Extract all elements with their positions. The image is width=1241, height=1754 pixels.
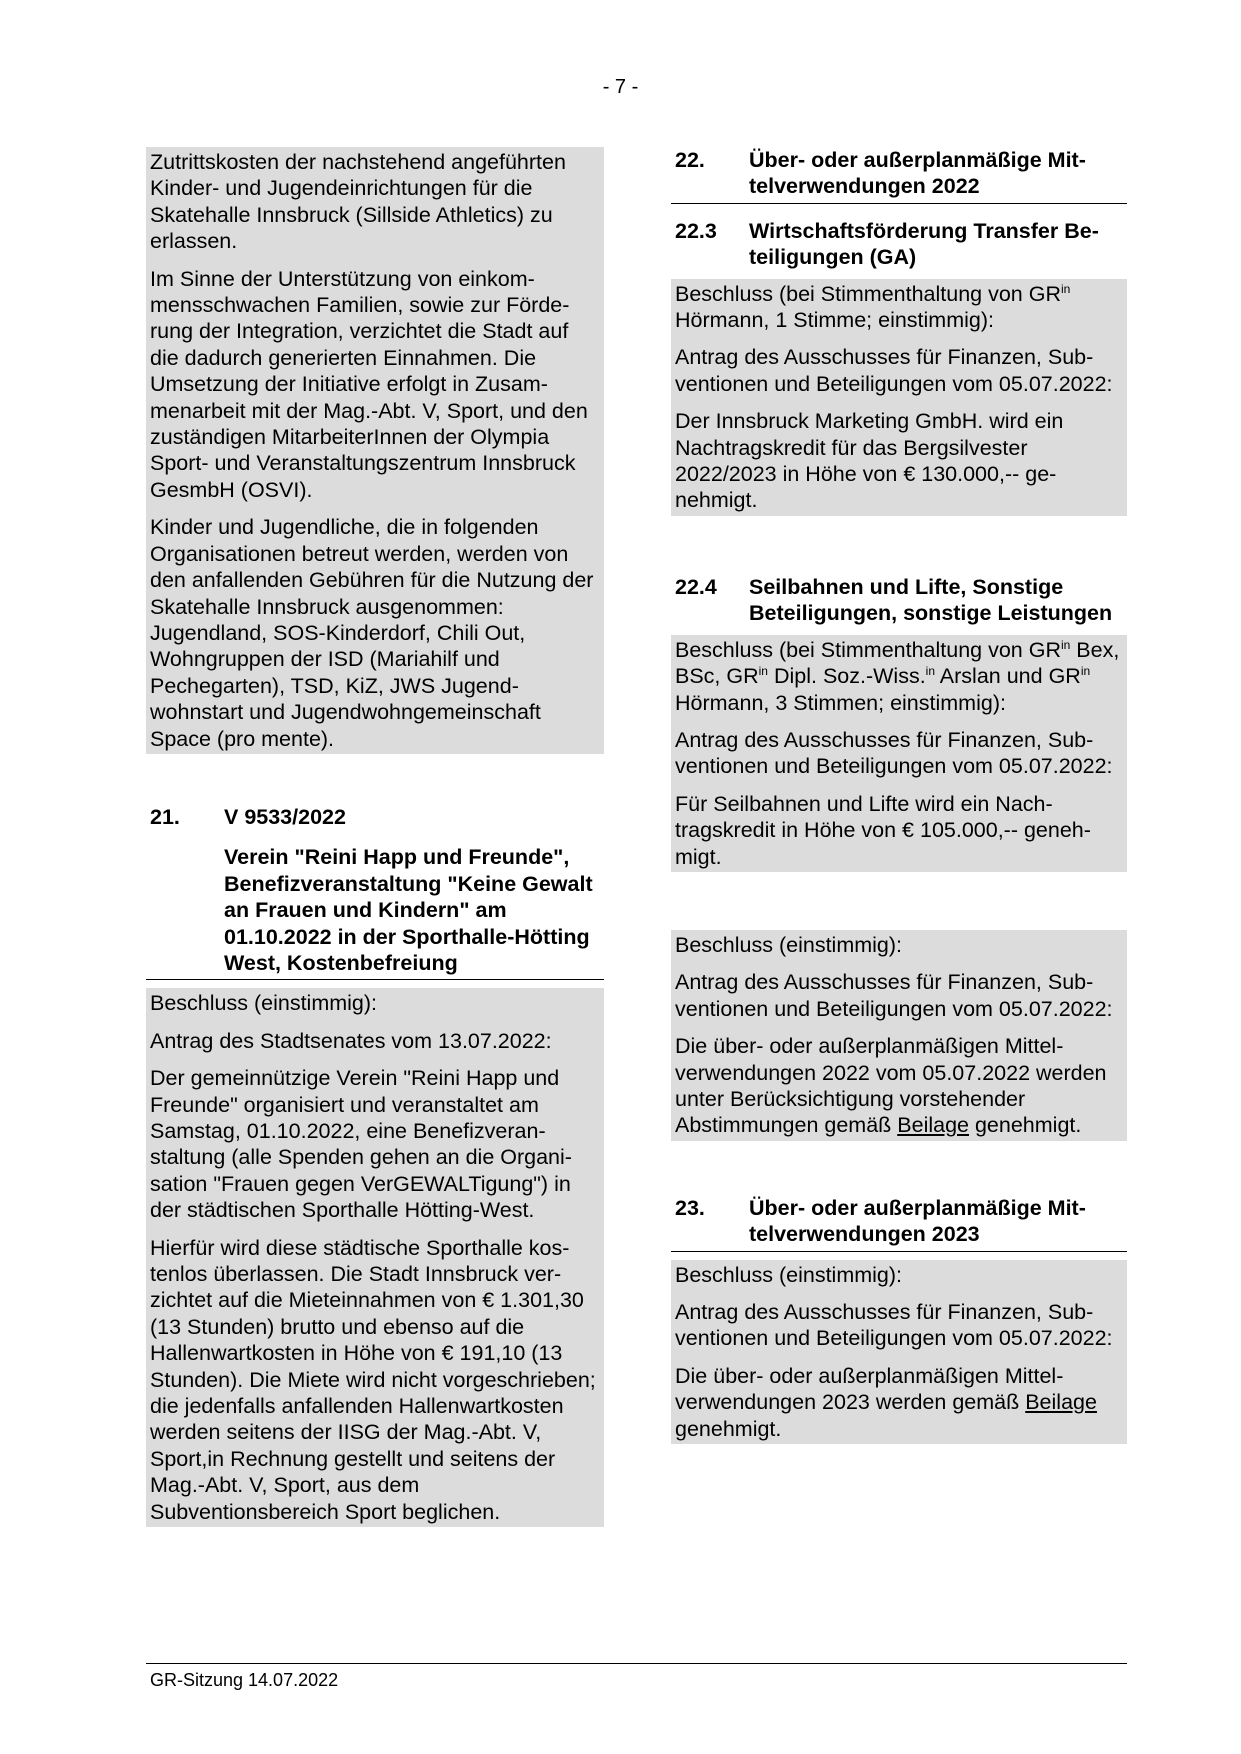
- intro-paragraph-1: Zutrittskosten der nachstehend angeführten Kinder- und Jugendeinrichtungen für die Skatehalle Innsbruck (Sillside Athletics) zu erlassen.: [150, 150, 566, 254]
- item-21-heading: [146, 804, 604, 830]
- item-22-3-text: Der Innsbruck Marketing GmbH. wird ein Nachtragskredit für das Bergsilvester 2022/2023 in Höhe von € 130.000,-- genehmigt.: [675, 409, 1064, 513]
- item-21-block: [146, 988, 604, 1527]
- item-23-antrag: Antrag des Ausschusses für Finanzen, Subventionen und Beteiligungen vom 05.07.2022:: [675, 1300, 1113, 1351]
- item-22-3-heading: [671, 218, 1127, 271]
- item-23-heading: [671, 1195, 1127, 1248]
- item-22-title: Über- oder außerplanmäßige Mittelverwendungen 2022: [749, 148, 1086, 199]
- item-23-text: Die über- oder außerplanmäßigen Mittelverwendungen 2023 werden gemäß Beilage genehmigt.: [675, 1363, 1097, 1441]
- intro-paragraph-3: Kinder und Jugendliche, die in folgenden Organisationen betreut werden, werden von den anfallenden Gebühren für die Nutzung der Skatehalle Innsbruck ausgenommen: Jugendland, SOS-Kinderdorf, Chili Out, Wohngruppen der ISD (Mariahilf und Pechegarten), TSD, KiZ, JWS Jugendwohnstart und Jugendwohngemeinschaft Space (pro mente).: [150, 515, 594, 751]
- item-22-final-antrag: Antrag des Ausschusses für Finanzen, Subventionen und Beteiligungen vom 05.07.2022:: [675, 970, 1113, 1021]
- item-21-subtitle: Verein "Reini Happ und Freunde", Benefizveranstaltung "Keine Gewalt an Frauen und Kindern" am 01.10.2022 in der Sporthalle-Hötting West, Kostenbefreiung: [224, 845, 593, 975]
- item-21-number: 21.: [150, 804, 180, 829]
- item-22-4-text: Für Seilbahnen und Lifte wird ein Nachtragskredit in Höhe von € 105.000,-- genehmigt.: [675, 791, 1091, 869]
- item-21-antrag: Antrag des Stadtsenates vom 13.07.2022:: [150, 1028, 552, 1053]
- item-22-final-beschluss: Beschluss (einstimmig):: [675, 932, 902, 957]
- item-23-title: Über- oder außerplanmäßige Mittelverwendungen 2023: [749, 1195, 1086, 1247]
- item-21-title: V 9533/2022: [224, 804, 346, 829]
- beilage-link-2023[interactable]: Beilage: [1025, 1390, 1097, 1415]
- intro-paragraph-2: Im Sinne der Unterstützung von einkommensschwachen Familien, sowie zur Förderung der Integration, verzichtet die Stadt auf die dadurch generierten Einnahmen. Die Umsetzung der Initiative erfolgt in Zusammenarbeit mit der Mag.-Abt. V, Sport, und den zuständigen MitarbeiterInnen der Olympia Sport- und Veranstaltungszentrum Innsbruck GesmbH (OSVI).: [150, 266, 588, 502]
- item-22-4-heading: [671, 574, 1127, 627]
- item-22-3-title: Wirtschaftsförderung Transfer Beteiligungen (GA): [749, 218, 1099, 270]
- item-21-text-2: Hierfür wird diese städtische Sporthalle kostenlos überlassen. Die Stadt Innsbruck verzichtet auf die Mieteinnahmen von € 1.301,30 (13 Stunden) brutto und ebenso auf die Hallenwartkosten in Höhe von € 191,10 (13 Stunden). Die Miete wird nicht vorgeschrieben; die jedenfalls anfallenden Hallenwartkosten werden seitens der IISG der Mag.-Abt. V, Sport,in Rechnung gestellt und seitens der Mag.-Abt. V, Sport, aus dem Subventionsbereich Sport beglichen.: [150, 1235, 596, 1524]
- item-22-4-antrag: Antrag des Ausschusses für Finanzen, Subventionen und Beteiligungen vom 05.07.2022:: [675, 727, 1113, 779]
- right-column: [671, 147, 1127, 1450]
- item-22-3-beschluss: Beschluss (bei Stimmenthaltung von $GR^{in}$ Hörmann, 1 Stimme; einstimmig):: [675, 281, 1071, 333]
- item-22-3-number: 22.3: [675, 218, 717, 243]
- item-22-3-antrag: Antrag des Ausschusses für Finanzen, Subventionen und Beteiligungen vom 05.07.2022:: [675, 345, 1113, 396]
- intro-block: [146, 147, 604, 754]
- item-22-3-block: [671, 279, 1127, 516]
- left-column: [146, 147, 604, 1533]
- item-22-number: 22.: [675, 148, 705, 172]
- item-23-beschluss: Beschluss (einstimmig):: [675, 1262, 902, 1287]
- item-23-number: 23.: [675, 1195, 705, 1220]
- item-23-heading-wrap: [671, 1195, 1127, 1252]
- footer-divider: [146, 1663, 1127, 1664]
- page-number: - 7 -: [602, 76, 639, 98]
- item-22-final-text: Die über- oder außerplanmäßigen Mittelverwendungen 2022 vom 05.07.2022 werden unter Berücksichtigung vorstehender Abstimmungen gemäß Beilage genehmigt.: [675, 1034, 1107, 1138]
- item-22-4-title: Seilbahnen und Lifte, Sonstige Beteiligungen, sonstige Leistungen: [749, 574, 1113, 626]
- item-22-4-beschluss: Beschluss (bei Stimmenthaltung von $GR^{in}$ Bex, BSc, $GR^{in}$ Dipl. Soz.-Wiss.$^{in}$ Arslan und $GR^{in}$ Hörmann, 3 Stimmen; einstimmig):: [675, 637, 1120, 715]
- item-22-4-block: [671, 635, 1127, 872]
- item-22-heading: [671, 147, 1127, 200]
- item-23-block: [671, 1260, 1127, 1444]
- item-22-4-number: 22.4: [675, 574, 717, 599]
- footer-text: GR-Sitzung 14.07.2022: [150, 1670, 339, 1690]
- item-22-final-block: [671, 930, 1127, 1141]
- item-22-heading-wrap: [671, 147, 1127, 204]
- item-21-text-1: Der gemeinnützige Verein "Reini Happ und Freunde" organisiert und veranstaltet am Samstag, 01.10.2022, eine Benefizveranstaltung (alle Spenden gehen an die Organisation "Frauen gegen VerGEWALTigung") in der städtischen Sporthalle Hötting-West.: [150, 1066, 572, 1223]
- beilage-link-2022[interactable]: Beilage: [897, 1113, 969, 1138]
- item-21-beschluss: Beschluss (einstimmig):: [150, 991, 377, 1016]
